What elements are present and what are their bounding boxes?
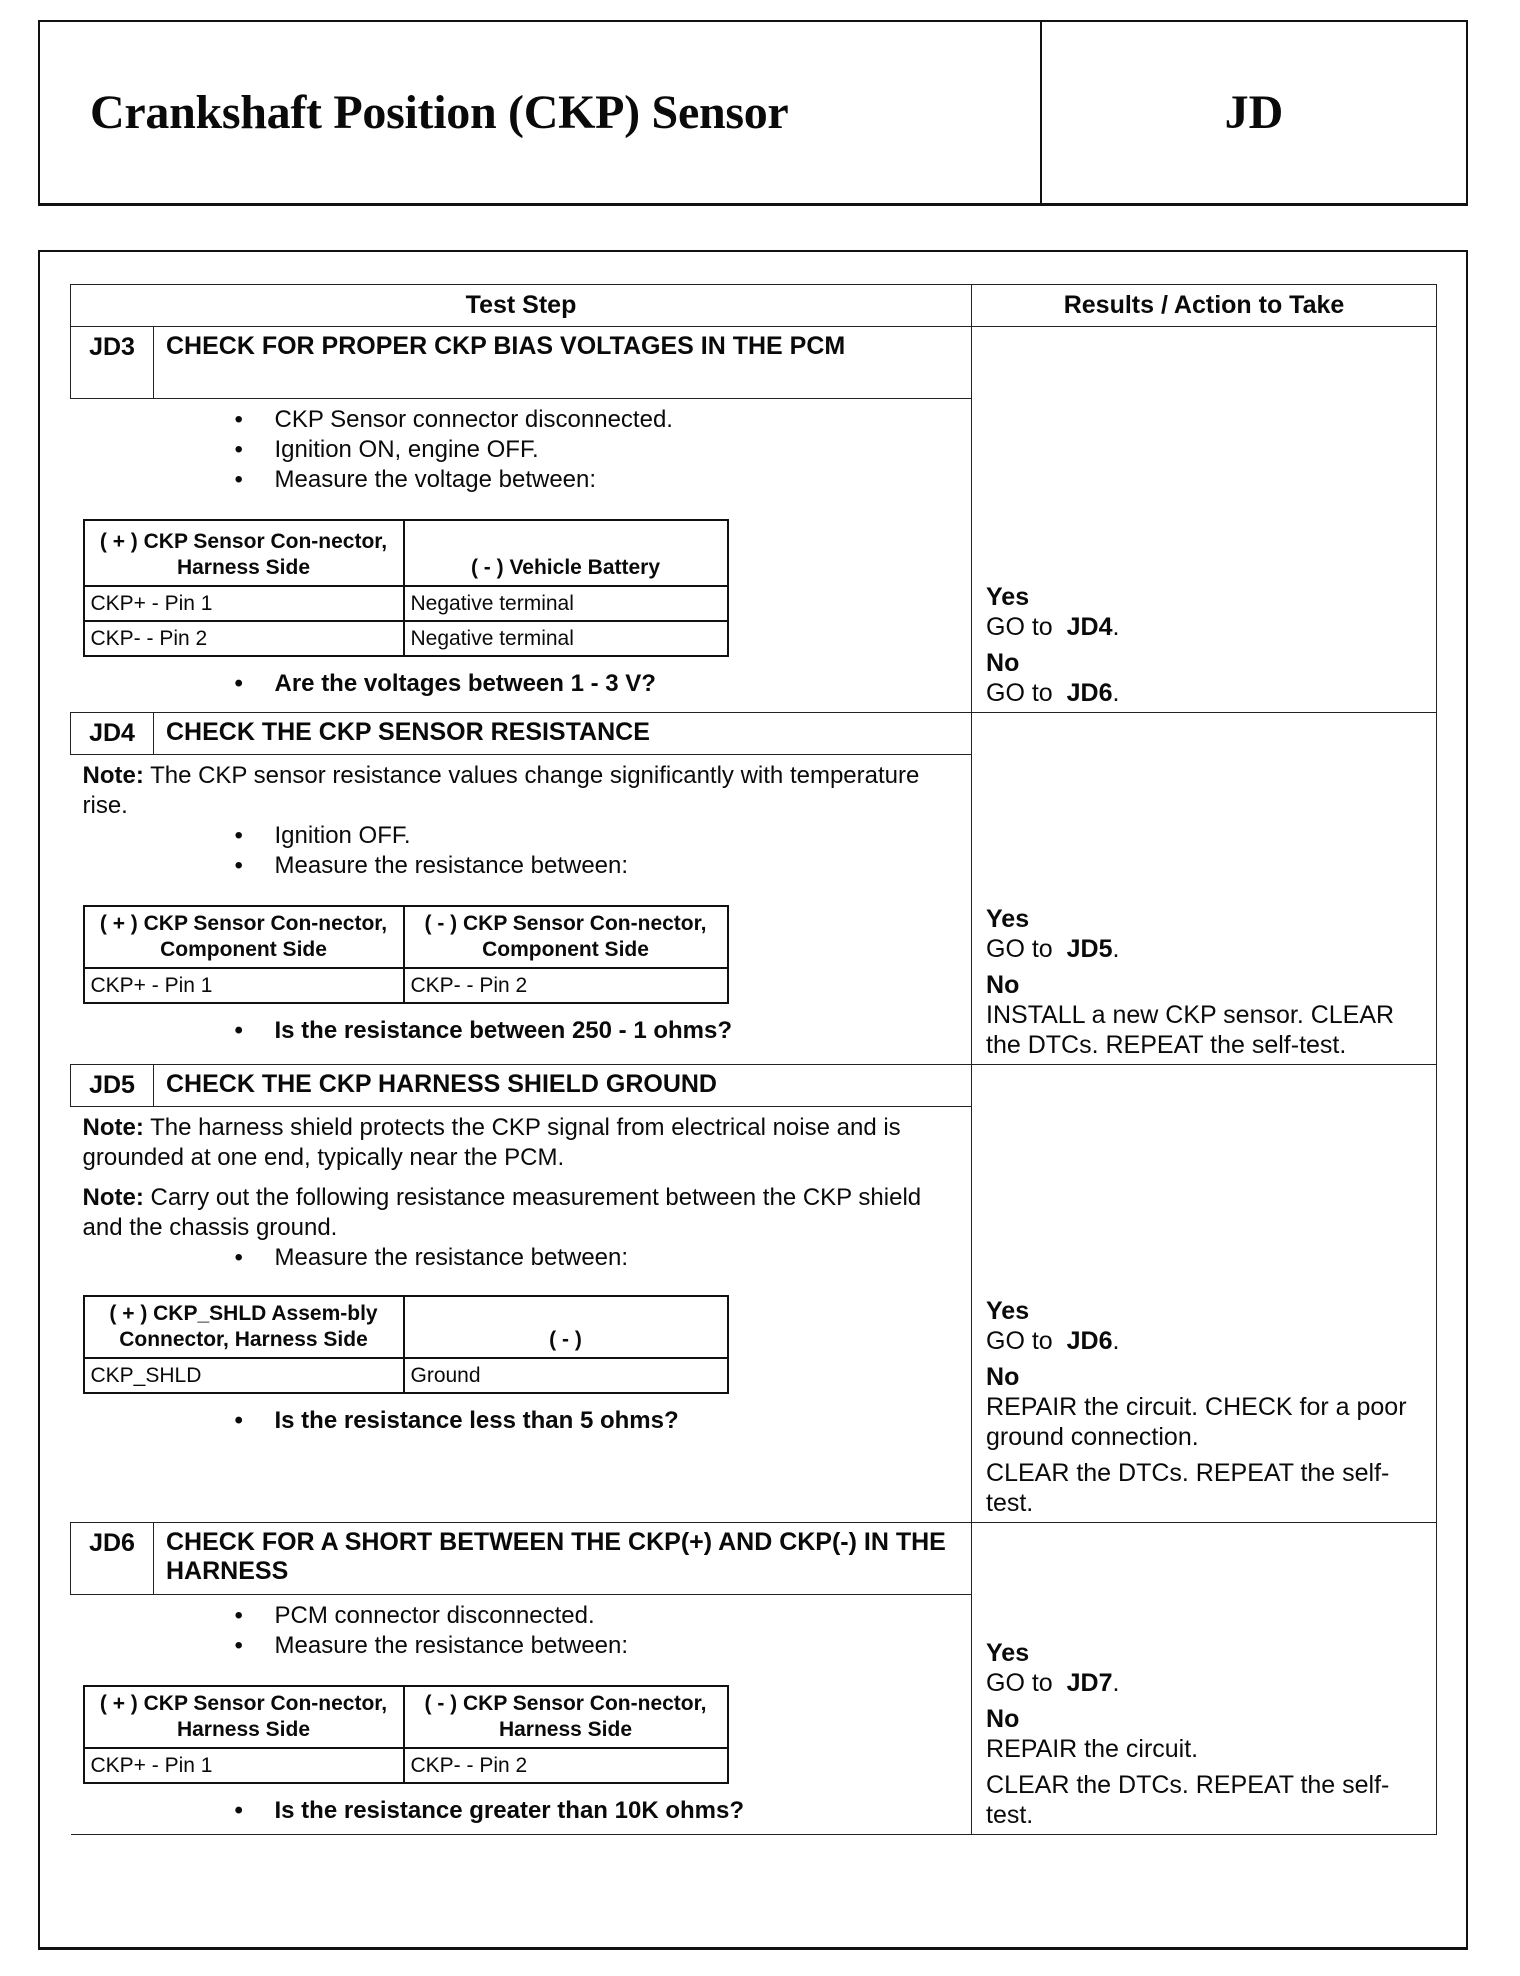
result-yes-action: GO to JD4. <box>986 613 1120 641</box>
step-title-row <box>71 327 1437 399</box>
diagnostic-table <box>70 284 1437 1835</box>
step-question: • Is the resistance greater than 10K ohms? <box>233 1796 952 1826</box>
instruction-item: • CKP Sensor connector disconnected. <box>233 405 952 435</box>
instruction-item: • Measure the resistance between: <box>233 1631 952 1661</box>
step-results <box>972 713 1437 1065</box>
step-note: Note: Carry out the following resistance measurement between the CKP shield and the chassis ground. <box>82 1184 922 1241</box>
measure-cell: CKP+ - Pin 1 <box>84 1748 404 1783</box>
step-id: JD5 <box>71 1065 154 1107</box>
result-no-label: No <box>986 649 1020 677</box>
result-no-label: No <box>986 1705 1020 1733</box>
result-yes-label: Yes <box>986 583 1030 611</box>
step-id: JD6 <box>71 1523 154 1595</box>
step-body <box>71 399 972 713</box>
instruction-item: • Ignition OFF. <box>233 821 952 851</box>
step-title-row <box>71 1523 1437 1595</box>
measure-header-negative: ( - ) CKP Sensor Con-nector, Harness Side <box>404 1686 728 1748</box>
step-title: CHECK THE CKP SENSOR RESISTANCE <box>154 713 972 755</box>
instruction-item: • Measure the resistance between: <box>233 1243 952 1273</box>
goto-step-link[interactable]: JD5 <box>1066 935 1113 963</box>
step-id: JD3 <box>71 327 154 399</box>
section-code: JD <box>1224 86 1284 139</box>
instruction-item: • Ignition ON, engine OFF. <box>233 435 952 465</box>
step-results <box>972 327 1437 713</box>
result-no-action-2: CLEAR the DTCs. REPEAT the self-test. <box>986 1459 1390 1517</box>
goto-step-link[interactable]: JD6 <box>1066 1327 1113 1355</box>
step-body <box>71 1107 972 1523</box>
section-code-cell <box>1042 22 1466 203</box>
result-no-action: REPAIR the circuit. CHECK for a poor ground connection. <box>986 1393 1407 1451</box>
step-note: Note: The CKP sensor resistance values change significantly with temperature rise. <box>82 762 920 819</box>
result-yes-action: GO to JD6. <box>986 1327 1120 1355</box>
measure-cell: Negative terminal <box>404 586 728 621</box>
measure-cell: Negative terminal <box>404 621 728 656</box>
title-cell <box>40 22 1042 203</box>
measure-header-positive: ( + ) CKP Sensor Con-nector, Harness Side <box>84 1686 404 1748</box>
goto-step-link[interactable]: JD7 <box>1066 1669 1113 1697</box>
header-results: Results / Action to Take <box>972 285 1437 327</box>
step-title: CHECK THE CKP HARNESS SHIELD GROUND <box>154 1065 972 1107</box>
step-question: • Is the resistance less than 5 ohms? <box>233 1406 952 1436</box>
step-question: • Is the resistance between 250 - 1 ohms? <box>233 1016 952 1046</box>
measure-cell: Ground <box>404 1358 728 1393</box>
measure-header-negative: ( - ) Vehicle Battery <box>404 520 728 586</box>
table-header-row <box>71 285 1437 327</box>
measure-cell: CKP+ - Pin 1 <box>84 586 404 621</box>
measure-header-positive: ( + ) CKP_SHLD Assem-bly Connector, Harness Side <box>84 1296 404 1358</box>
instruction-item: • Measure the voltage between: <box>233 465 952 495</box>
instruction-item: • Measure the resistance between: <box>233 851 952 881</box>
measurement-table <box>83 1295 729 1394</box>
measurement-table <box>83 1685 729 1784</box>
result-no-action: REPAIR the circuit. <box>986 1735 1199 1763</box>
result-no-label: No <box>986 971 1020 999</box>
result-no-label: No <box>986 1363 1020 1391</box>
result-yes-action: GO to JD7. <box>986 1669 1120 1697</box>
step-question: • Are the voltages between 1 - 3 V? <box>233 669 952 699</box>
measure-header-negative: ( - ) CKP Sensor Con-nector, Component Side <box>404 906 728 968</box>
step-title-row <box>71 713 1437 755</box>
result-no-action: INSTALL a new CKP sensor. CLEAR the DTCs. REPEAT the self-test. <box>986 1001 1395 1059</box>
page-title: Crankshaft Position (CKP) Sensor <box>90 86 789 139</box>
step-note: Note: The harness shield protects the CKP signal from electrical noise and is grounded at one end, typically near the PCM. <box>82 1114 901 1171</box>
result-yes-label: Yes <box>986 1297 1030 1325</box>
goto-step-link[interactable]: JD6 <box>1066 679 1113 707</box>
step-title: CHECK FOR A SHORT BETWEEN THE CKP(+) AND CKP(-) IN THE HARNESS <box>154 1523 972 1595</box>
result-yes-label: Yes <box>986 1639 1030 1667</box>
measure-header-negative: ( - ) <box>404 1296 728 1358</box>
result-no-action-2: CLEAR the DTCs. REPEAT the self-test. <box>986 1771 1390 1829</box>
page-header <box>38 20 1468 206</box>
step-results <box>972 1523 1437 1835</box>
measurement-table <box>83 905 729 1004</box>
measure-cell: CKP- - Pin 2 <box>404 968 728 1003</box>
measure-cell: CKP_SHLD <box>84 1358 404 1393</box>
result-no-action: GO to JD6. <box>986 679 1120 707</box>
measure-cell: CKP+ - Pin 1 <box>84 968 404 1003</box>
measure-header-positive: ( + ) CKP Sensor Con-nector, Harness Side <box>84 520 404 586</box>
measure-cell: CKP- - Pin 2 <box>84 621 404 656</box>
step-body <box>71 755 972 1065</box>
result-yes-action: GO to JD5. <box>986 935 1120 963</box>
step-id: JD4 <box>71 713 154 755</box>
measurement-table <box>83 519 729 657</box>
step-results <box>972 1065 1437 1523</box>
instruction-item: • PCM connector disconnected. <box>233 1601 952 1631</box>
goto-step-link[interactable]: JD4 <box>1066 613 1113 641</box>
header-test-step: Test Step <box>71 285 972 327</box>
step-title: CHECK FOR PROPER CKP BIAS VOLTAGES IN THE PCM <box>154 327 972 399</box>
step-title-row <box>71 1065 1437 1107</box>
measure-header-positive: ( + ) CKP Sensor Con-nector, Component Side <box>84 906 404 968</box>
step-body <box>71 1595 972 1835</box>
result-yes-label: Yes <box>986 905 1030 933</box>
measure-cell: CKP- - Pin 2 <box>404 1748 728 1783</box>
